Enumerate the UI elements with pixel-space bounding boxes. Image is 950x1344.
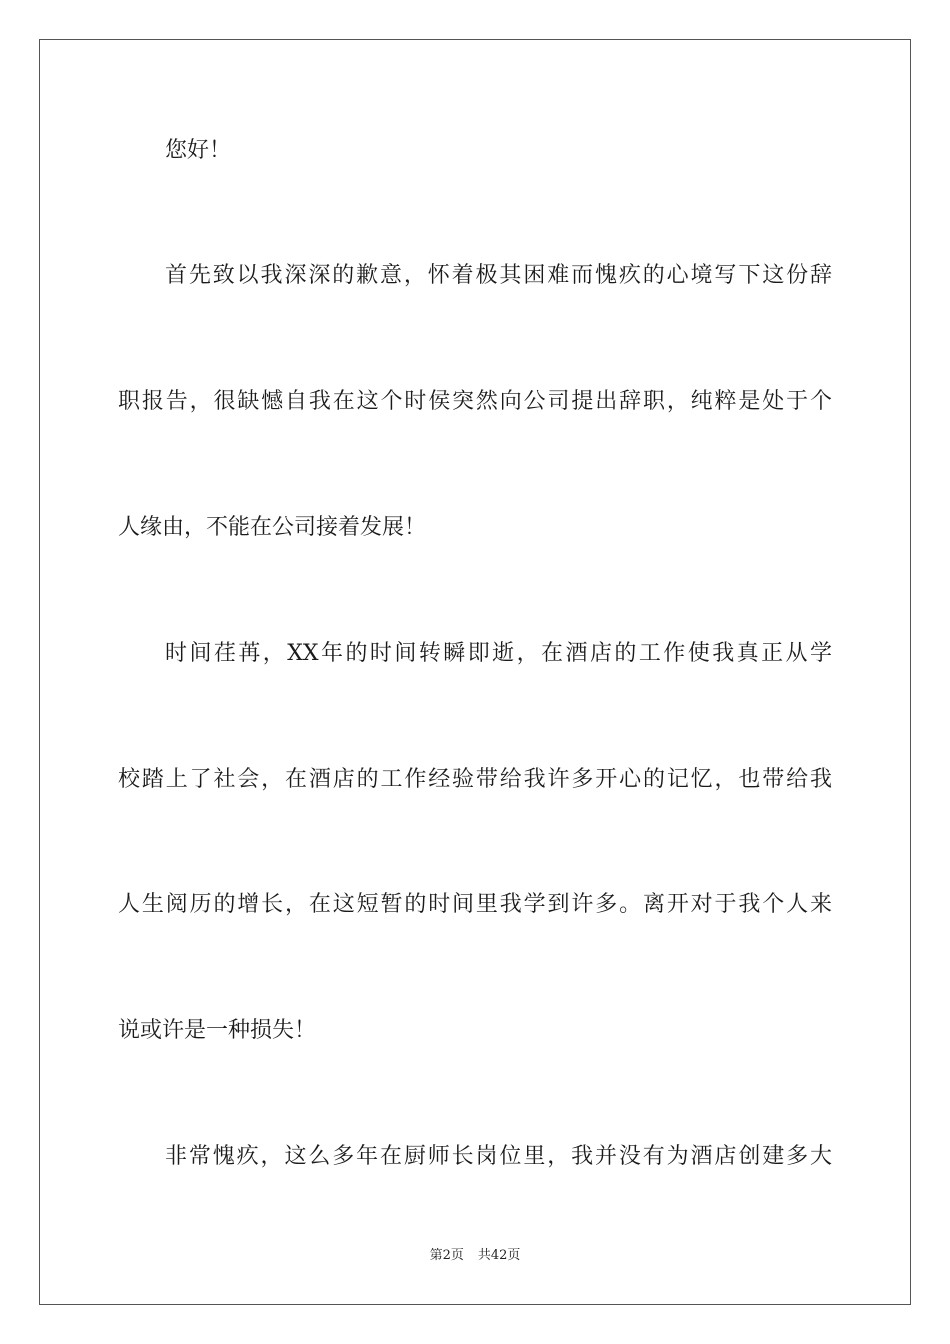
page-number: 第2页 <box>429 1248 464 1263</box>
greeting-line: 您好！ <box>165 138 232 163</box>
page-border <box>39 39 911 1305</box>
paragraph-line: 说或许是一种损失！ <box>118 1018 317 1043</box>
page-footer <box>0 1247 950 1265</box>
paragraph-line: 人生阅历的增长，在这短暂的时间里我学到许多。离开对于我个人来 <box>118 892 832 917</box>
paragraph-line: 校踏上了社会，在酒店的工作经验带给我许多开心的记忆，也带给我 <box>118 767 832 792</box>
page-total: 共42页 <box>477 1248 521 1263</box>
paragraph-line: 时间荏苒，XX年的时间转瞬即逝，在酒店的工作使我真正从学 <box>165 641 832 666</box>
paragraph-line: 首先致以我深深的歉意，怀着极其困难而愧疚的心境写下这份辞 <box>165 263 832 288</box>
paragraph-line: 人缘由，不能在公司接着发展！ <box>118 515 427 540</box>
paragraph-line: 非常愧疚，这么多年在厨师长岗位里，我并没有为酒店创建多大 <box>165 1144 832 1169</box>
paragraph-line: 职报告，很缺憾自我在这个时侯突然向公司提出辞职，纯粹是处于个 <box>118 389 832 414</box>
